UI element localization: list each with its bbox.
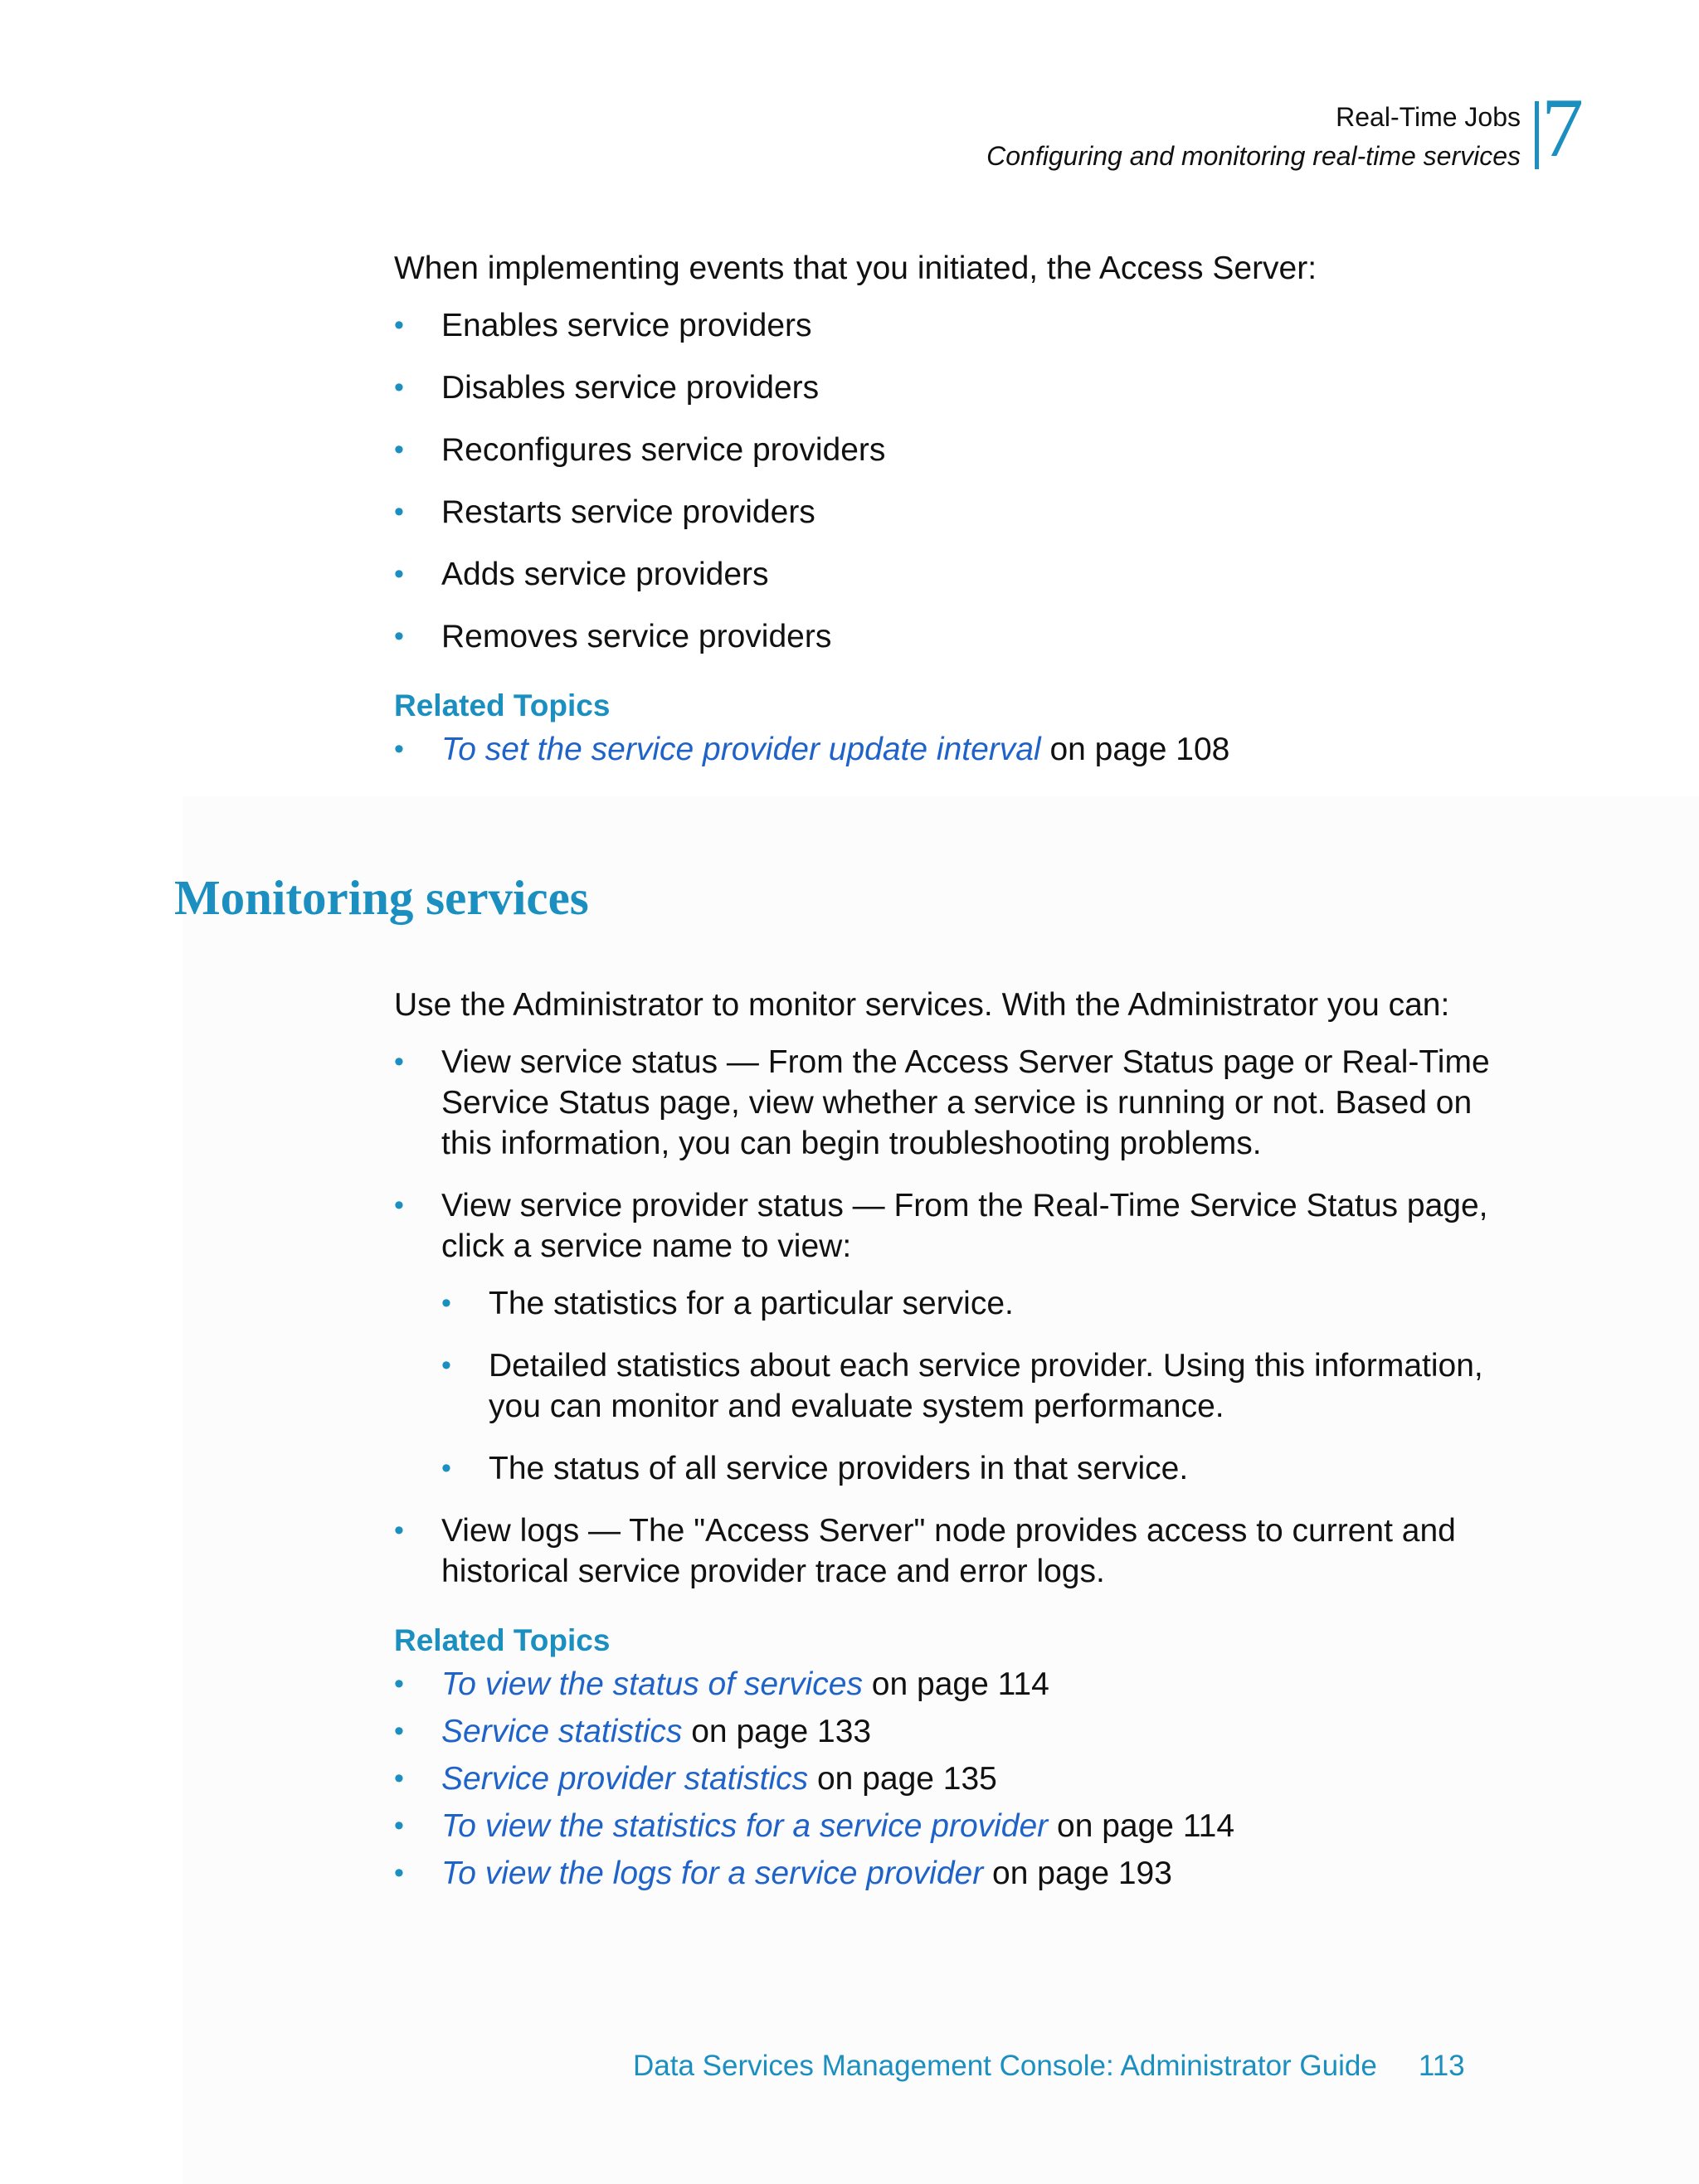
page-reference: on page 193 (983, 1856, 1172, 1891)
page-footer (633, 2048, 1465, 2084)
page-reference: on page 133 (682, 1714, 872, 1749)
footer-title: Data Services Management Console: Administrator Guide (633, 2050, 1377, 2082)
related-topic-item (394, 1708, 1522, 1755)
list-item (394, 1185, 1522, 1489)
page-reference: on page 135 (808, 1761, 997, 1797)
section-monitoring-services (394, 985, 1522, 1897)
list-item: • View service status — From the Access Server Status page or Real-Time Service Status page, view whether a service is running or not. Based on this information, you can begin troubleshooting problems. (394, 1042, 1522, 1164)
page-number: 113 (1418, 2050, 1465, 2082)
page-reference: on page 108 (1040, 732, 1230, 767)
related-topic-item (394, 726, 1522, 773)
related-topics-heading: Related Topics (394, 1623, 611, 1657)
chapter-divider (1535, 101, 1539, 169)
list-item: • Restarts service providers (394, 492, 1522, 533)
intro-paragraph: Use the Administrator to monitor services. With the Administrator you can: (394, 987, 1450, 1023)
list-item: • Enables service providers (394, 305, 1522, 346)
related-topic-item (394, 1661, 1522, 1708)
related-topic-link[interactable]: To view the statistics for a service provider (441, 1808, 1049, 1844)
related-topic-link[interactable]: Service provider statistics (441, 1761, 809, 1797)
nested-list-item: • The statistics for a particular service. (441, 1283, 1522, 1324)
list-item: • View logs — The "Access Server" node provides access to current and historical service provider trace and error logs. (394, 1510, 1522, 1592)
nested-list (441, 1283, 1522, 1489)
related-topics-list (394, 1661, 1522, 1897)
related-topic-link[interactable]: To view the status of services (441, 1666, 863, 1702)
related-topic-link[interactable]: Service statistics (441, 1714, 683, 1749)
section-heading: Monitoring services (174, 870, 589, 925)
related-topic-item (394, 1755, 1522, 1802)
list-item: • Adds service providers (394, 554, 1522, 595)
related-topics-list (394, 726, 1522, 773)
running-header (986, 98, 1521, 176)
nested-list-item: • Detailed statistics about each service provider. Using this information, you can monitor and evaluate system performance. (441, 1345, 1522, 1427)
related-topics-heading: Related Topics (394, 688, 611, 722)
related-topic-item (394, 1802, 1522, 1850)
related-topic-link[interactable]: To set the service provider update interval (441, 732, 1041, 767)
intro-paragraph: When implementing events that you initiated, the Access Server: (394, 251, 1317, 286)
section-title: Configuring and monitoring real-time services (986, 141, 1521, 171)
list-item-text: View service provider status — From the Real-Time Service Status page, click a service name to view: (441, 1188, 1488, 1264)
chapter-title: Real-Time Jobs (1336, 102, 1521, 132)
nested-list-item: • The status of all service providers in that service. (441, 1448, 1522, 1489)
section-access-server-events (394, 248, 1522, 773)
chapter-number: 7 (1541, 81, 1584, 175)
list-item: • Removes service providers (394, 616, 1522, 657)
list-item: • Reconfigures service providers (394, 430, 1522, 470)
capability-list (394, 1042, 1522, 1592)
list-item: • Disables service providers (394, 367, 1522, 408)
page-reference: on page 114 (1048, 1808, 1235, 1844)
related-topic-item (394, 1850, 1522, 1897)
related-topic-link[interactable]: To view the logs for a service provider (441, 1856, 984, 1891)
event-list (394, 305, 1522, 657)
page-reference: on page 114 (862, 1666, 1049, 1702)
